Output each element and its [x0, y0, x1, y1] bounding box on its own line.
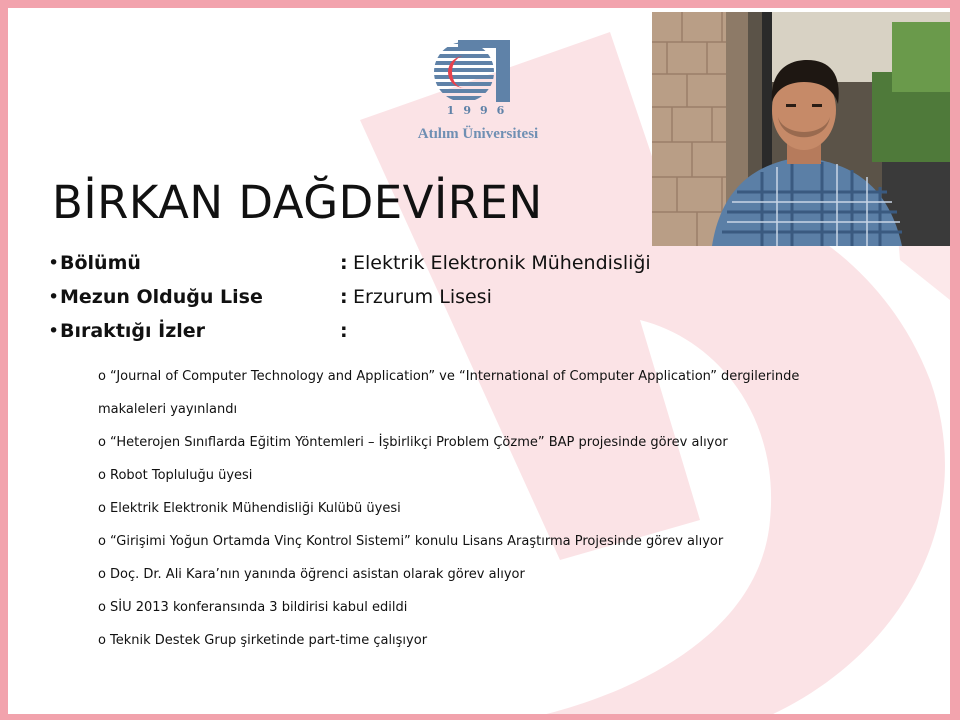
- list-item-text: Robot Topluluğu üyesi: [110, 468, 253, 483]
- sub-bullet: o: [98, 567, 106, 582]
- list-item-text: Elektrik Elektronik Mühendisliği Kulübü üyesi: [110, 501, 401, 516]
- field-achievements: [48, 320, 348, 342]
- achievements-list: [98, 360, 888, 657]
- field-value: Elektrik Elektronik Mühendisliği: [353, 252, 651, 274]
- field-label: Mezun Olduğu Lise: [60, 286, 263, 308]
- field-value: Erzurum Lisesi: [353, 286, 492, 308]
- field-high-school: [48, 286, 492, 308]
- sub-bullet: o: [98, 369, 106, 384]
- list-item: [98, 558, 888, 591]
- logo-emblem-icon: [428, 40, 510, 102]
- list-item: [98, 360, 888, 393]
- list-item: [98, 525, 888, 558]
- profile-photo: [652, 12, 956, 246]
- field-colon: :: [340, 320, 348, 342]
- field-colon: :: [340, 252, 348, 274]
- field-label: Bıraktığı İzler: [60, 320, 206, 342]
- list-item: [98, 624, 888, 657]
- list-item-text: Doç. Dr. Ali Kara’nın yanında öğrenci asistan olarak görev alıyor: [110, 567, 525, 582]
- list-item: [98, 591, 888, 624]
- list-item: [98, 426, 888, 459]
- bullet: •: [48, 286, 60, 308]
- sub-bullet: o: [98, 534, 106, 549]
- list-item-text: “Journal of Computer Technology and Application” ve “International of Computer Application” dergilerinde: [110, 369, 800, 384]
- list-item-continuation: [98, 393, 888, 426]
- logo-year: 1996: [446, 104, 514, 117]
- field-department: [48, 252, 651, 274]
- list-item: [98, 459, 888, 492]
- person-name: BİRKAN DAĞDEVİREN: [52, 176, 543, 229]
- list-item: [98, 492, 888, 525]
- list-item-text: “Heterojen Sınıflarda Eğitim Yöntemleri – İşbirlikçi Problem Çözme” BAP projesinde görev alıyor: [110, 435, 728, 450]
- list-item-text: Teknik Destek Grup şirketinde part-time çalışıyor: [110, 633, 428, 648]
- bullet: •: [48, 320, 60, 342]
- field-label: Bölümü: [60, 252, 141, 274]
- field-colon: :: [340, 286, 348, 308]
- sub-bullet: o: [98, 468, 106, 483]
- sub-bullet: o: [98, 435, 106, 450]
- list-item-text: makaleleri yayınlandı: [98, 402, 238, 417]
- sub-bullet: o: [98, 600, 106, 615]
- logo-university-name: Atılım Üniversitesi: [417, 126, 539, 142]
- list-item-text: “Girişimi Yoğun Ortamda Vinç Kontrol Sistemi” konulu Lisans Araştırma Projesinde görev alıyor: [110, 534, 724, 549]
- bullet: •: [48, 252, 60, 274]
- sub-bullet: o: [98, 501, 106, 516]
- sub-bullet: o: [98, 633, 106, 648]
- list-item-text: SİU 2013 konferansında 3 bildirisi kabul edildi: [110, 600, 408, 615]
